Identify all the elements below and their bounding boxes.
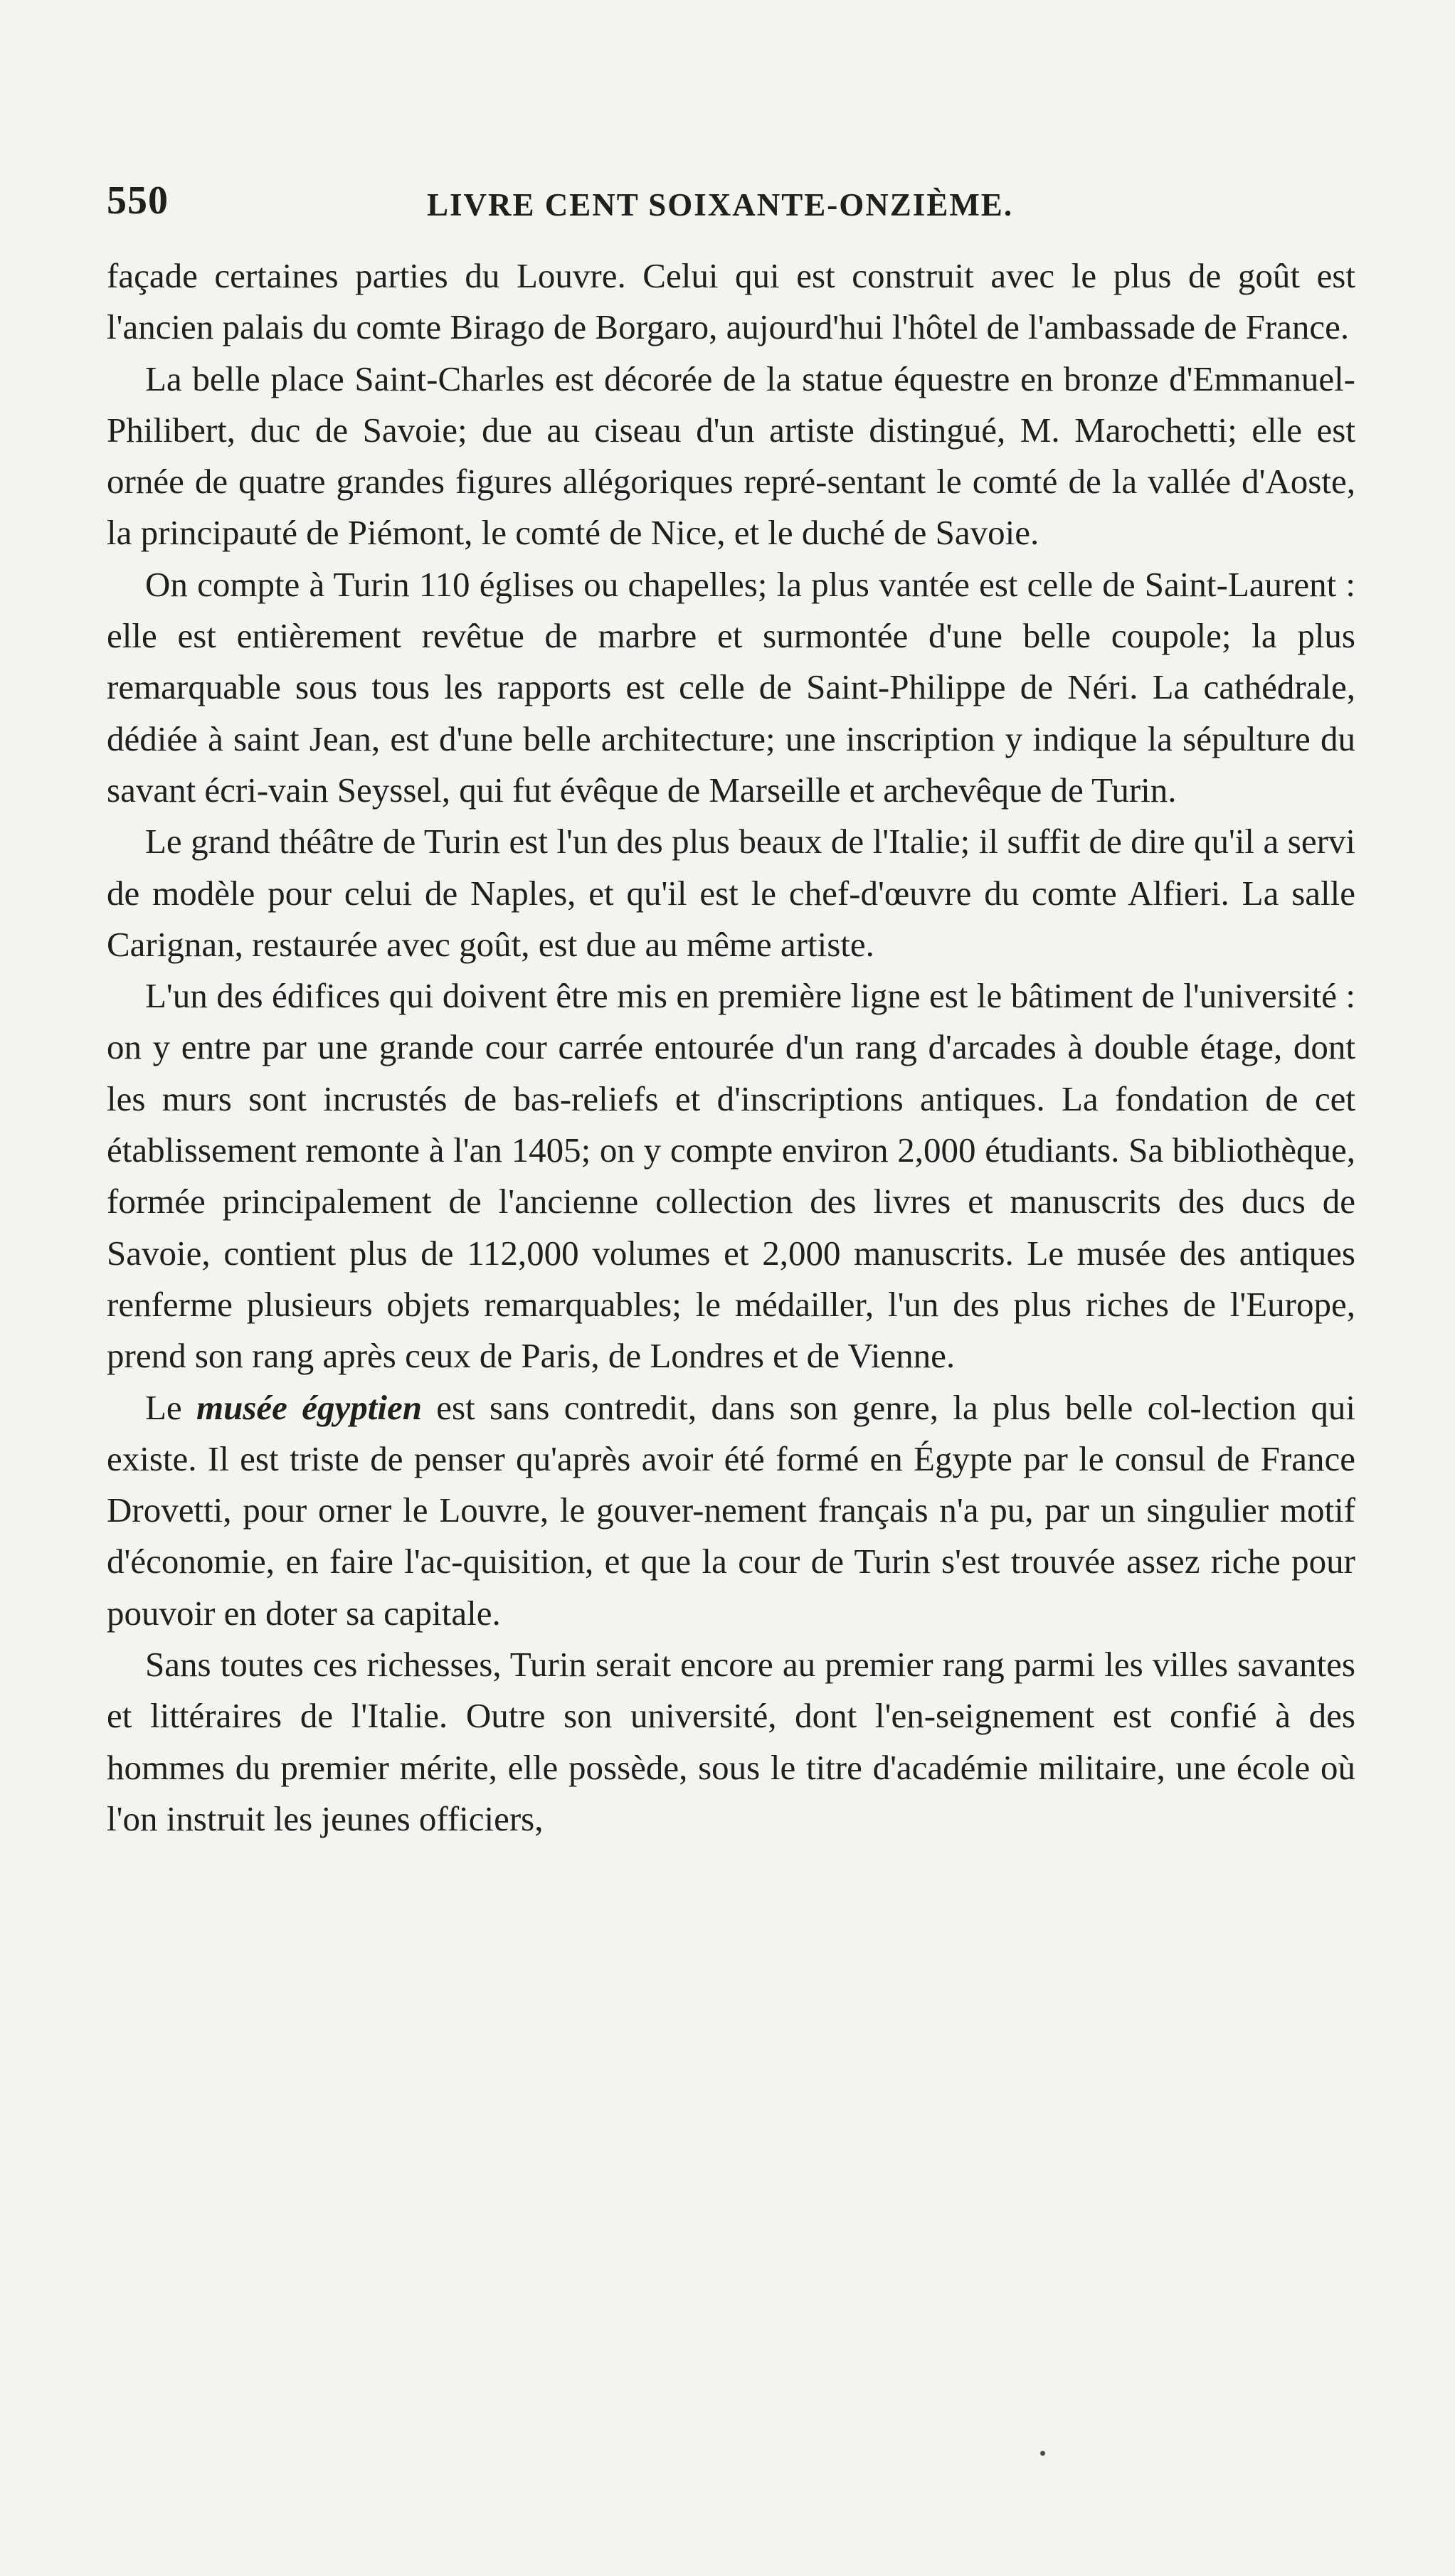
paragraph-1: façade certaines parties du Louvre. Celui qui est construit avec le plus de goût est l'ancien palais du comte Birago de Borgaro, aujourd'hui l'hôtel de l'ambassade de France. bbox=[107, 256, 1355, 347]
page-header bbox=[107, 178, 1359, 235]
paragraph-4: Le grand théâtre de Turin est l'un des plus beaux de l'Italie; il suffit de dire qu'il a servi de modèle pour celui de Naples, et qu'il est le chef-d'œuvre du comte Alfieri. La salle Carignan, restaurée avec goût, est due au même artiste. bbox=[107, 822, 1355, 964]
paragraph-3: On compte à Turin 110 églises ou chapelles; la plus vantée est celle de Saint-Laurent : elle est entièrement revêtue de marbre et surmontée d'une belle coupole; la plus remarquable sous tous les rapports est celle de Saint-Philippe de Néri. La cathédrale, dédiée à saint Jean, est d'une belle architecture; une inscription y indique la sépulture du savant écri-vain Seyssel, qui fut évêque de Marseille et archevêque de Turin. bbox=[107, 564, 1355, 810]
paragraph-2: La belle place Saint-Charles est décorée de la statue équestre en bronze d'Emmanuel-Philibert, duc de Savoie; due au ciseau d'un artiste distingué, M. Marochetti; elle est ornée de quatre grandes figures allégoriques repré-sentant le comté de la vallée d'Aoste, la principauté de Piémont, le comté de Nice, et le duché de Savoie. bbox=[107, 359, 1355, 553]
paragraph-6-start: Le bbox=[145, 1387, 196, 1427]
running-title: LIVRE CENT SOIXANTE-ONZIÈME. bbox=[427, 187, 1014, 223]
paragraph-7: Sans toutes ces richesses, Turin serait encore au premier rang parmi les villes savantes et littéraires de l'Italie. Outre son université, dont l'en-seignement est confié à des hommes du premier mérite, elle possède, sous le titre d'académie militaire, une école où l'on instruit les jeunes officiers, bbox=[107, 1645, 1355, 1838]
paragraph-5: L'un des édifices qui doivent être mis en première ligne est le bâtiment de l'université : on y entre par une grande cour carrée entourée d'un rang d'arcades à double étage, dont les murs sont incrustés de bas-reliefs et d'inscriptions antiques. La fondation de cet établissement remonte à l'an 1405; on y compte environ 2,000 étudiants. Sa bibliothèque, formée principalement de l'ancienne collection des livres et manuscrits des ducs de Savoie, contient plus de 112,000 volumes et 2,000 manuscrits. Le musée des antiques renferme plusieurs objets remarquables; le médailler, l'un des plus riches de l'Europe, prend son rang après ceux de Paris, de Londres et de Vienne. bbox=[107, 976, 1355, 1376]
page-number: 550 bbox=[107, 179, 169, 223]
scan-speck bbox=[1040, 2451, 1045, 2456]
body-text bbox=[107, 250, 1355, 1845]
paragraph-6-rest: est sans contredit, dans son genre, la plus belle col-lection qui existe. Il est triste de penser qu'après avoir été formé en Égypte par le consul de France Drovetti, pour orner le Louvre, le gouver-nement français n'a pu, par un singulier motif d'économie, en faire l'ac-quisition, et que la cour de Turin s'est trouvée assez riche pour pouvoir en doter sa capitale. bbox=[107, 1387, 1356, 1633]
paragraph-6 bbox=[107, 1382, 1355, 1639]
musee-egyptien-phrase: musée égyptien bbox=[196, 1387, 422, 1427]
